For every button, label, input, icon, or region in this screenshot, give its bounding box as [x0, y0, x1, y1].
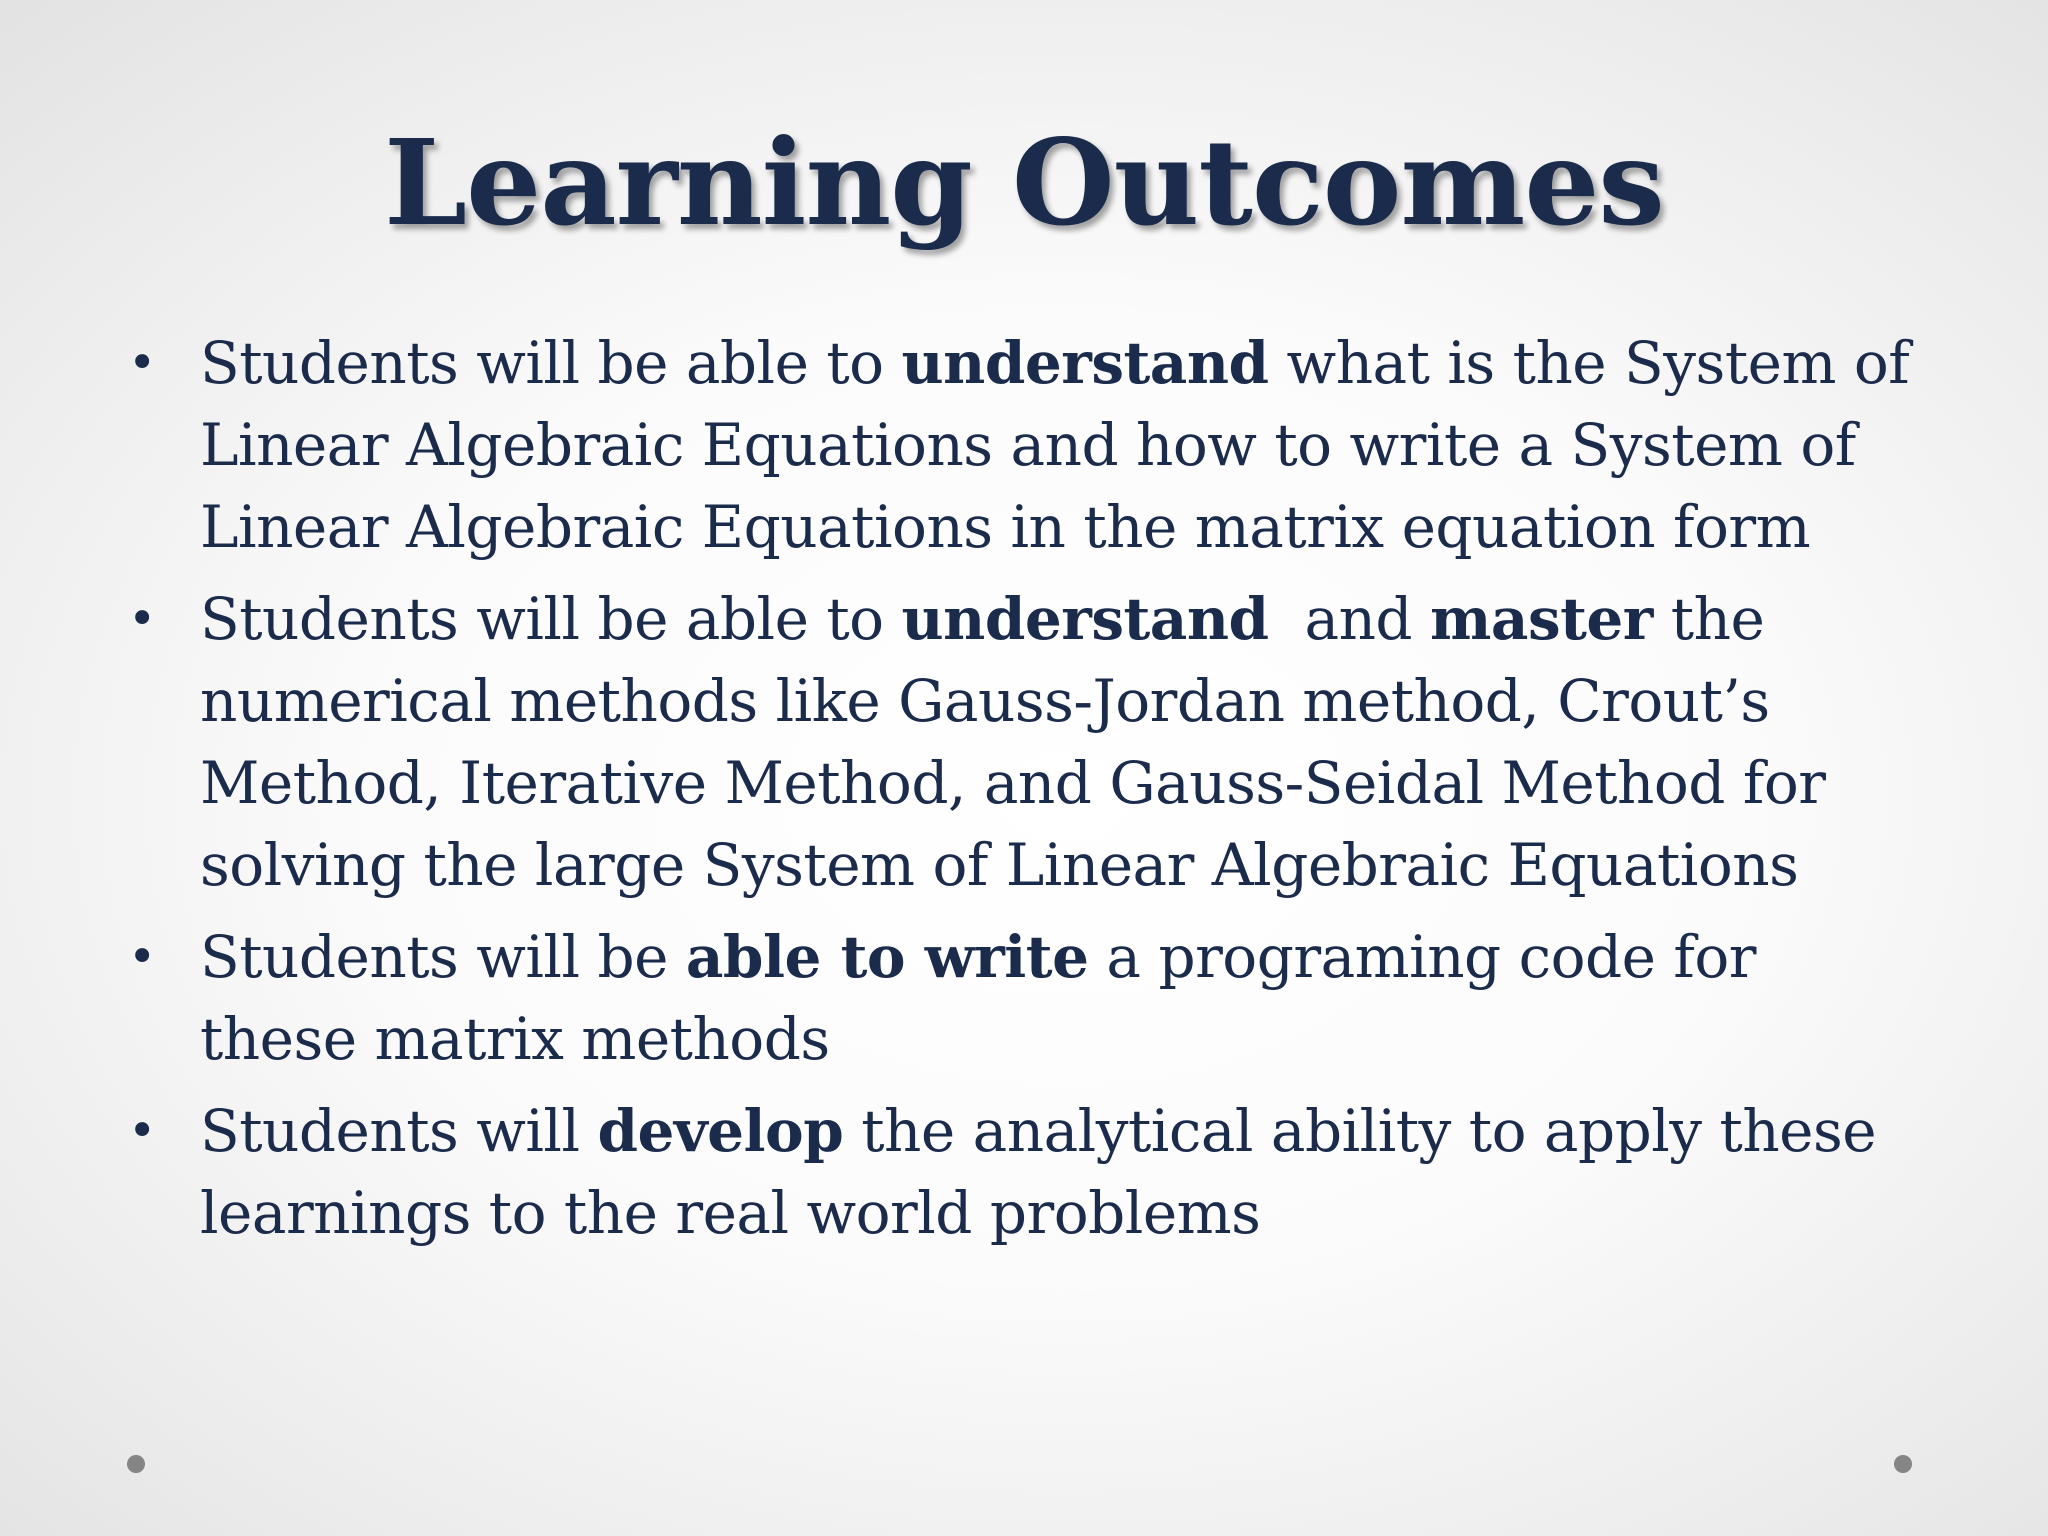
bullet-text: Students will be able to: [200, 329, 902, 397]
bullet-list: [128, 322, 1928, 1264]
bullet-text: a programing code for these matrix methods: [200, 923, 1774, 1073]
bullet-text: the analytical ability to apply these learnings to the real world problems: [200, 1097, 1895, 1247]
bullet-text: what is the System of Linear Algebraic Equations and how to write a System of Linear Algebraic Equations in the matrix equation form: [200, 329, 1928, 561]
bullet-dot-icon: •: [128, 591, 156, 647]
bullet-dot-icon: •: [128, 929, 156, 985]
bullet-text: Students will be able to: [200, 585, 902, 653]
bullet-item: [128, 578, 1920, 906]
bullet-text: and: [1268, 585, 1430, 653]
bullet-emphasis: able to write: [685, 923, 1089, 991]
bullet-dot-icon: •: [128, 335, 156, 391]
bullet-emphasis: master: [1430, 585, 1653, 653]
bullet-emphasis: develop: [597, 1097, 844, 1165]
bullet-item: [128, 1090, 1920, 1254]
right-corner-dot: [1894, 1455, 1912, 1473]
bullet-dot-icon: •: [128, 1103, 156, 1159]
bullet-item: [128, 916, 1920, 1080]
left-corner-dot: [127, 1455, 145, 1473]
bullet-text: Students will be: [200, 923, 686, 991]
bullet-text: Students will: [200, 1097, 598, 1165]
bullet-item: [128, 322, 1928, 568]
slide-title: Learning Outcomes: [384, 113, 1664, 252]
bullet-emphasis: understand: [901, 329, 1269, 397]
bullet-text: the numerical methods like Gauss-Jordan method, Crout’s Method, Iterative Method, and Gauss-Seidal Method for solving the large System of Linear Algebraic Equations: [200, 585, 1844, 899]
bullet-emphasis: understand: [901, 585, 1269, 653]
